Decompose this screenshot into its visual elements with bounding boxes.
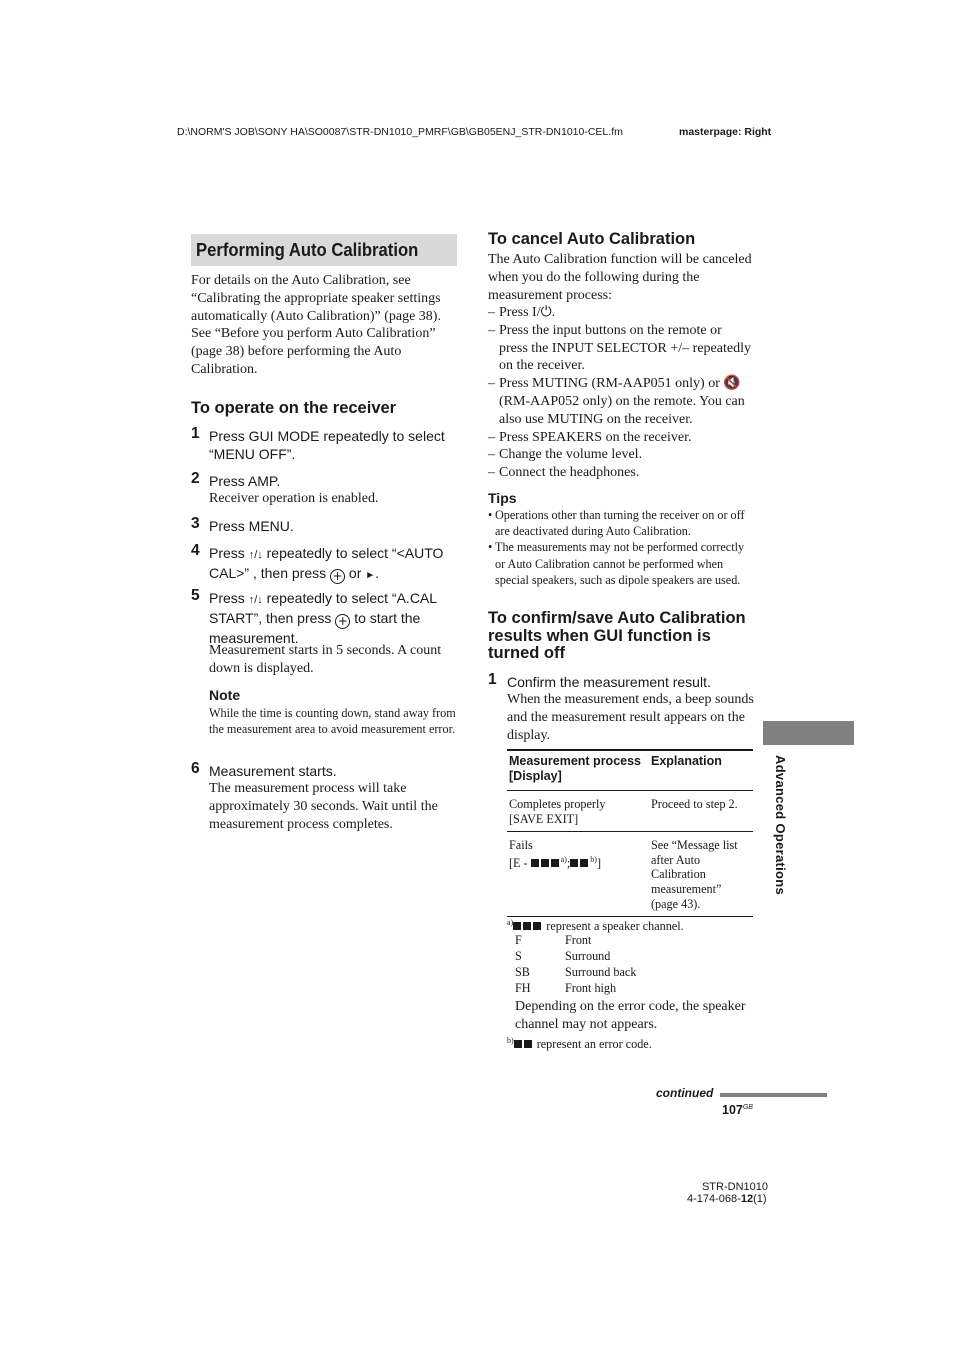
list-item: F Front [515, 933, 592, 947]
continued-rule [720, 1093, 827, 1097]
side-label-box [770, 755, 790, 905]
file-path: D:\NORM'S JOB\SONY HA\SO0087\STR-DN1010_PMRF\GB\GB05ENJ_STR-DN1010-CEL.fm [177, 126, 623, 138]
step-text: Measurement starts. [209, 763, 337, 779]
placeholder-square-icon [580, 859, 588, 867]
list-item: – Change the volume level. [488, 446, 754, 464]
placeholder-square-icon [523, 922, 531, 930]
list-item: • Operations other than turning the receiver on or off are deactivated during Auto Calibration. [488, 507, 754, 539]
step-number: 4 [191, 542, 200, 559]
side-label: Advanced Operations [773, 755, 788, 896]
step-detail: Measurement starts in 5 seconds. A count down is displayed. [209, 643, 442, 676]
results-table [507, 749, 753, 917]
operate-heading: To operate on the receiver [191, 399, 397, 417]
up-down-arrows-icon: ↑/↓ [248, 594, 263, 606]
table-header: Measurement process [Display] [507, 750, 649, 791]
step-text: Press ↑/↓ repeatedly to select “A.CAL START”, then press + to start the measurement. [209, 590, 437, 646]
step-detail: Receiver operation is enabled. [209, 491, 379, 506]
section-title-bar [191, 234, 457, 266]
continued-label: continued [656, 1086, 714, 1100]
table-row [507, 832, 753, 917]
placeholder-square-icon [514, 1040, 522, 1048]
intro-paragraph: For details on the Auto Calibration, see “Calibrating the appropriate speaker settings automatically (Auto Calibration)” (page 38). See “Before you perform Auto Calibration” (page 38) before performing the Auto Calibration. [191, 273, 441, 377]
step-number: 2 [191, 470, 200, 487]
tips-list [488, 507, 754, 588]
masterpage-label: masterpage: Right [679, 126, 772, 138]
placeholder-square-icon [531, 859, 539, 867]
section-title: Performing Auto Calibration [196, 239, 419, 260]
list-item: – Connect the headphones. [488, 464, 754, 482]
confirm-heading: To confirm/save Auto Calibration results when GUI function is turned off [488, 609, 746, 662]
placeholder-square-icon [570, 859, 578, 867]
placeholder-square-icon [513, 922, 521, 930]
side-tab [763, 721, 854, 745]
note-heading: Note [209, 687, 241, 703]
list-item: – Press SPEAKERS on the receiver. [488, 429, 754, 447]
placeholder-square-icon [551, 859, 559, 867]
list-item: – Press the input buttons on the remote or press the INPUT SELECTOR +/– repeatedly on the receiver. [488, 322, 754, 375]
placeholder-square-icon [541, 859, 549, 867]
step-number: 3 [191, 515, 200, 532]
placeholder-square-icon [524, 1040, 532, 1048]
list-item: – Press I/⏻. [488, 304, 754, 322]
step-detail: When the measurement ends, a beep sounds and the measurement result appears on the display. [507, 692, 754, 743]
table-header: Explanation [649, 750, 753, 791]
footnote-b: $^{b)}$ represent an error code. [507, 1036, 652, 1052]
list-item: – Press MUTING (RM-AAP051 only) or 🔇 (RM-AAP052 only) on the remote. You can also use MUTING on the receiver. [488, 375, 754, 428]
enter-button-icon: + [330, 569, 345, 584]
channel-code-list [515, 932, 636, 996]
table-cell: Fails [E - $^{a)}$; $^{b)}$] [507, 832, 649, 917]
list-item: S Surround [515, 949, 611, 963]
page-number: $107^{GB}$ [722, 1103, 753, 1117]
table-cell: Proceed to step 2. [649, 791, 753, 832]
list-item: • The measurements may not be performed correctly or Auto Calibration cannot be performed when special speakers, such as dipole speakers are used. [488, 539, 754, 588]
step-text: Press ↑/↓ repeatedly to select “<AUTO CAL>” , then press + or ►. [209, 545, 444, 583]
model-number: STR-DN1010 [701, 1181, 768, 1193]
tips-heading: Tips [488, 490, 517, 506]
step-number: 1 [191, 425, 200, 442]
list-item: SB Surround back [515, 965, 637, 979]
step-text: Confirm the measurement result. [507, 674, 711, 690]
step-number: 5 [191, 587, 200, 604]
cancel-intro: The Auto Calibration function will be canceled when you do the following during the measurement process: [488, 252, 752, 303]
table-cell: See “Message list after Auto Calibration measurement” (page 43). [649, 832, 753, 917]
step-text: Press GUI MODE repeatedly to select “MENU OFF”. [209, 428, 445, 462]
footnote-a: $^{a)}$ represent a speaker channel. [507, 918, 684, 934]
footnote-a-extra: Depending on the error code, the speaker channel may not appears. [515, 999, 746, 1032]
step-number: 6 [191, 760, 200, 777]
doc-code: 4-174-068-12(1) [687, 1193, 767, 1205]
list-item: FH Front high [515, 981, 617, 995]
table-cell: Completes properly [SAVE EXIT] [507, 791, 649, 832]
table-row [507, 791, 753, 832]
step-text: Press MENU. [209, 518, 294, 534]
placeholder-square-icon [533, 922, 541, 930]
right-arrow-icon: ► [365, 570, 376, 581]
step-text: Press AMP. [209, 473, 281, 489]
note-text: While the time is counting down, stand away from the measurement area to avoid measurement error. [209, 706, 456, 737]
step-detail: The measurement process will take approximately 30 seconds. Wait until the measurement process completes. [209, 781, 438, 832]
step-number: 1 [488, 671, 497, 688]
cancel-heading: To cancel Auto Calibration [488, 230, 696, 248]
up-down-arrows-icon: ↑/↓ [248, 549, 263, 561]
enter-button-icon: + [335, 614, 350, 629]
cancel-list [488, 304, 754, 482]
